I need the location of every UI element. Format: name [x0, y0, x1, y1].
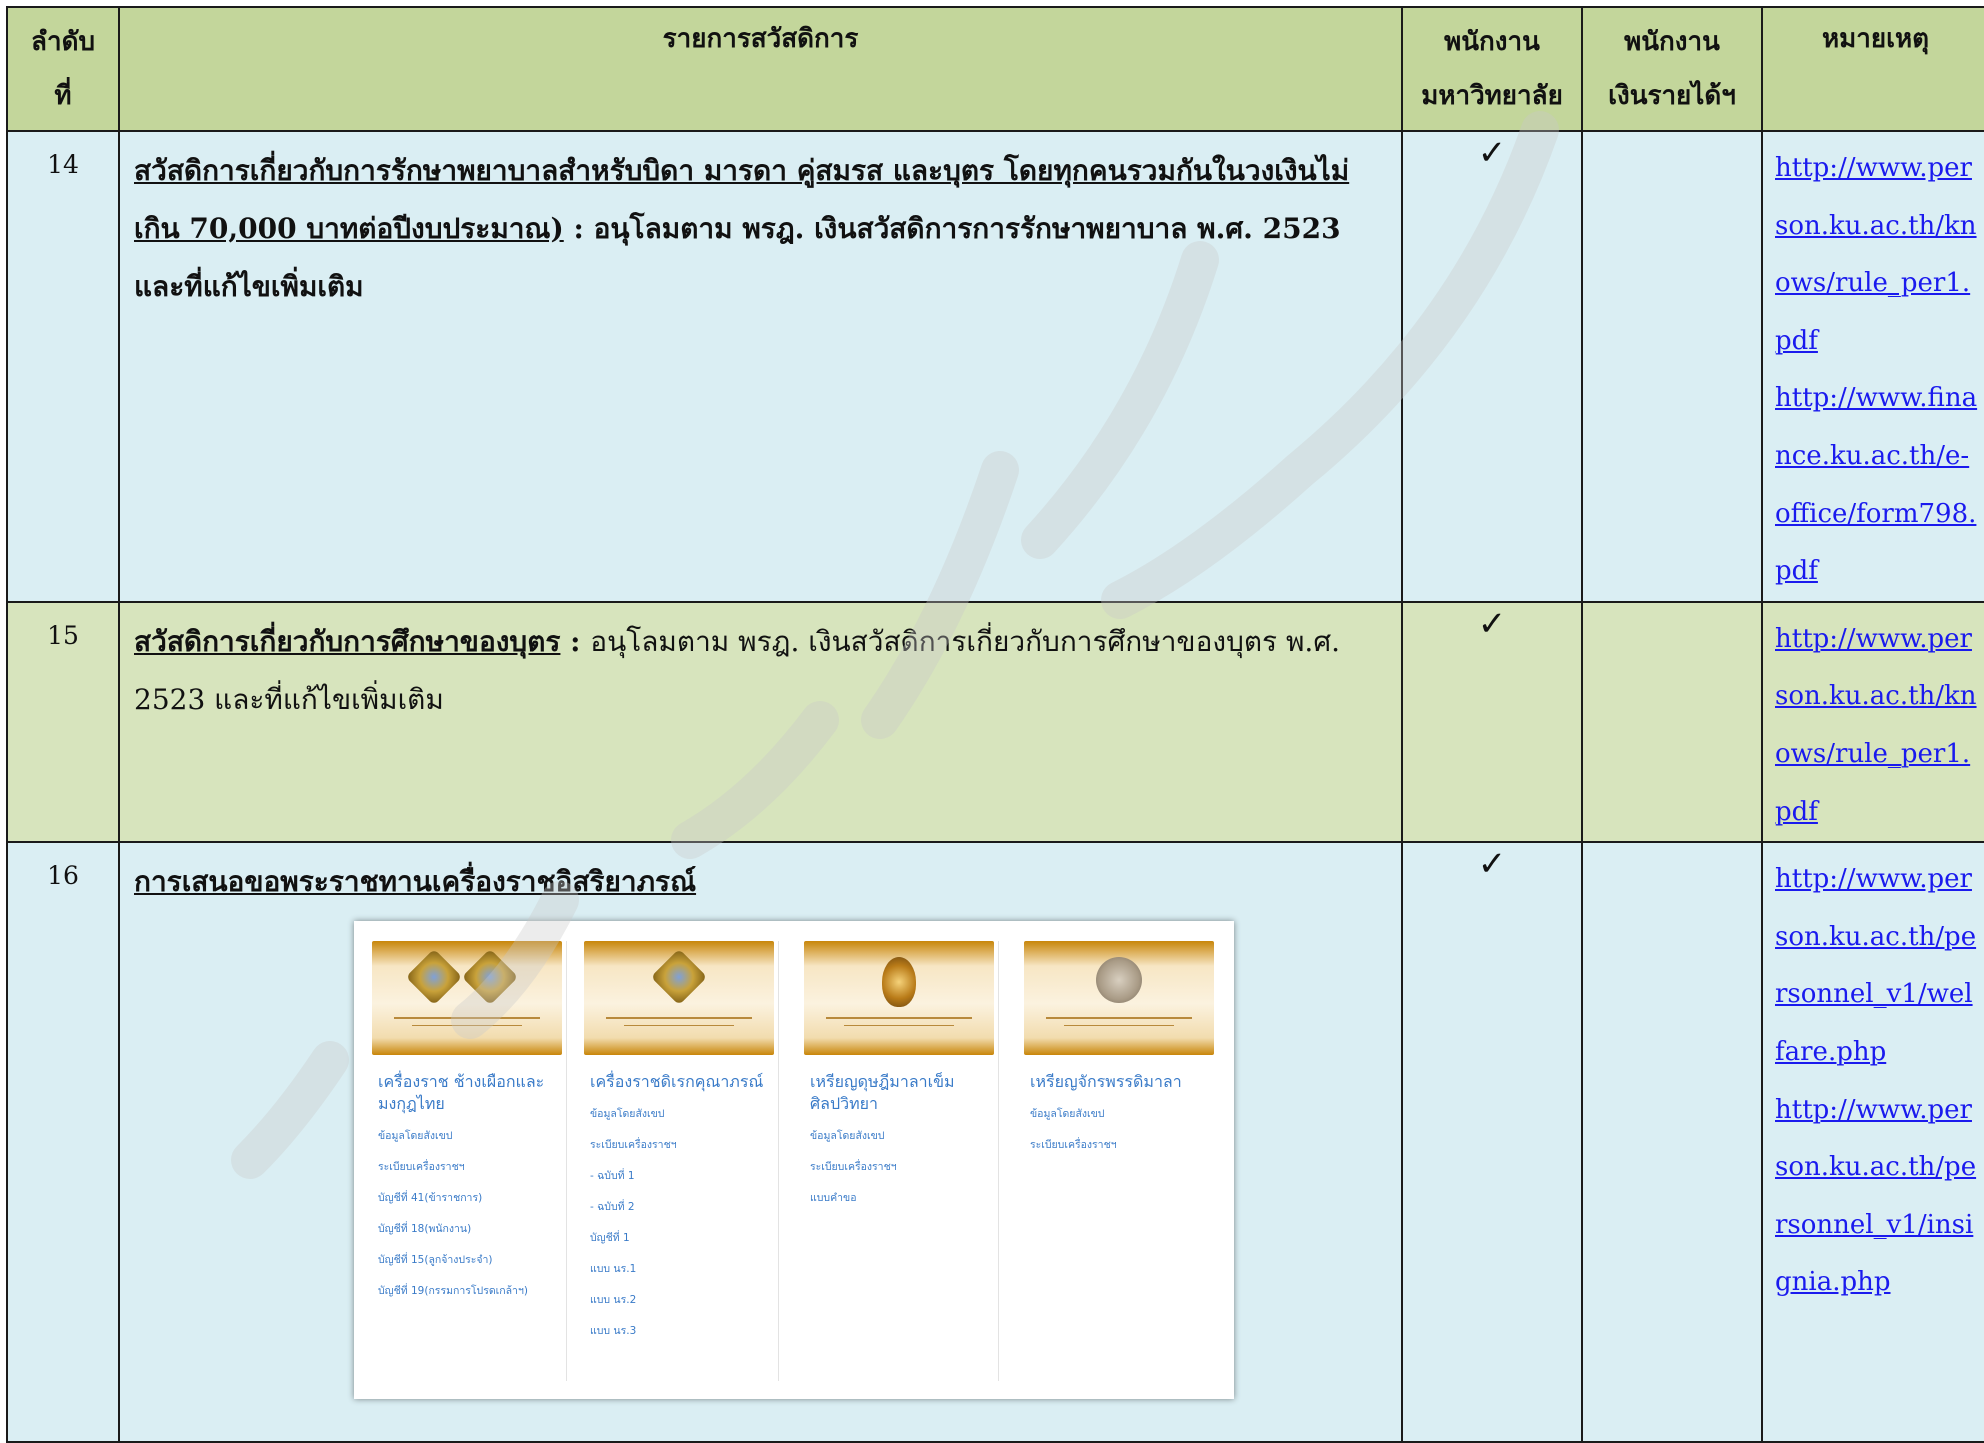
medal-card-link[interactable]: ข้อมูลโดยสังเขป [378, 1130, 453, 1143]
medal-card-title[interactable]: เหรียญจักรพรรดิมาลา [1030, 1072, 1182, 1092]
row-description [119, 131, 1402, 602]
medal-banner [372, 941, 562, 1055]
income-staff-check [1582, 842, 1762, 1442]
medal-card-link[interactable]: ระเบียบเครื่องราชฯ [378, 1161, 465, 1174]
row-heading: สวัสดิการเกี่ยวกับการศึกษาของบุตร [134, 624, 561, 658]
medal-card-link[interactable]: แบบคำขอ [810, 1192, 857, 1205]
row-body: อนุโลมตาม พรฎ. เงินสวัสดิการการรักษาพยาบาล พ.ศ. 2523 และที่แก้ไขเพิ่มเติม [134, 212, 1341, 303]
medal-icon [882, 957, 916, 1007]
medal-card [582, 941, 779, 1381]
medal-icon [462, 949, 519, 1006]
row-number: 14 [7, 131, 119, 602]
header-no: ลำดับ ที่ [7, 7, 119, 131]
row-note [1762, 842, 1984, 1442]
medal-card-link[interactable]: แบบ นร.1 [590, 1263, 637, 1276]
medal-card-link[interactable]: บัญชีที่ 41(ข้าราชการ) [378, 1192, 483, 1205]
row-note [1762, 602, 1984, 842]
univ-staff-check: ✓ [1402, 131, 1582, 602]
medal-card-link[interactable]: ข้อมูลโดยสังเขป [1030, 1108, 1105, 1121]
row-separator: : [560, 624, 591, 658]
medal-icon [1096, 957, 1142, 1003]
medal-card-link[interactable]: บัญชีที่ 19(กรรมการโปรดเกล้าฯ) [378, 1285, 528, 1298]
univ-staff-check: ✓ [1402, 602, 1582, 842]
univ-staff-check: ✓ [1402, 842, 1582, 1442]
row-description [119, 602, 1402, 842]
medal-card-link[interactable]: - ฉบับที่ 2 [590, 1201, 635, 1214]
medal-card-link[interactable]: ระเบียบเครื่องราชฯ [590, 1139, 677, 1152]
medal-banner [1024, 941, 1214, 1055]
medal-icon [651, 949, 708, 1006]
medal-card-title[interactable]: เหรียญดุษฎีมาลาเข็มศิลปวิทยา [810, 1072, 955, 1114]
row-body: อนุโลมตาม พรฎ. เงินสวัสดิการเกี่ยวกับการศึกษาของบุตร พ.ศ. 2523 และที่แก้ไขเพิ่มเติม [134, 624, 1340, 716]
income-staff-check [1582, 131, 1762, 602]
header-row [7, 7, 1984, 131]
medal-card-title[interactable]: เครื่องราช ช้างเผือกและมงกุฎไทย [378, 1072, 545, 1114]
note-link[interactable]: http://www.person.ku.ac.th/personnel_v1/insignia.php [1775, 1094, 1977, 1298]
row-number: 15 [7, 602, 119, 842]
note-link[interactable]: http://www.person.ku.ac.th/personnel_v1/welfare.php [1775, 864, 1977, 1067]
medal-card-link[interactable]: บัญชีที่ 1 [590, 1232, 630, 1245]
medal-card-link[interactable]: - ฉบับที่ 1 [590, 1170, 635, 1183]
header-note: หมายเหตุ [1762, 7, 1984, 131]
note-link[interactable]: http://www.person.ku.ac.th/knows/rule_per1.pdf [1775, 153, 1977, 356]
row-description [119, 842, 1402, 1442]
medal-card-title[interactable]: เครื่องราชดิเรกคุณาภรณ์ [590, 1072, 764, 1092]
table-row [7, 842, 1984, 1442]
note-link[interactable]: http://www.person.ku.ac.th/knows/rule_per1.pdf [1775, 623, 1977, 827]
note-link[interactable]: http://www.finance.ku.ac.th/e-office/form798.pdf [1775, 383, 1978, 587]
medal-card [802, 941, 999, 1381]
row-separator: : [563, 212, 594, 245]
welfare-table [6, 6, 1984, 1443]
table-row [7, 602, 1984, 842]
medal-card-link[interactable]: ข้อมูลโดยสังเขป [590, 1108, 665, 1121]
row-heading: สวัสดิการเกี่ยวกับการรักษาพยาบาลสำหรับบิดา มารดา คู่สมรส และบุตร โดยทุกคนรวมกันในวงเงินไม่เกิน 70,000 บาทต่อปีงบประมาณ) [134, 154, 1350, 245]
medal-card-link[interactable]: ระเบียบเครื่องราชฯ [1030, 1139, 1117, 1152]
medal-card-link[interactable]: แบบ นร.2 [590, 1294, 637, 1307]
medal-card-link[interactable]: แบบ นร.3 [590, 1325, 637, 1338]
medal-card-link[interactable]: บัญชีที่ 18(พนักงาน) [378, 1223, 472, 1236]
row-number: 16 [7, 842, 119, 1442]
header-item: รายการสวัสดิการ [119, 7, 1402, 131]
medal-card-link[interactable]: บัญชีที่ 15(ลูกจ้างประจำ) [378, 1254, 493, 1267]
income-staff-check [1582, 602, 1762, 842]
medal-card-link[interactable]: ระเบียบเครื่องราชฯ [810, 1161, 897, 1174]
insignia-screenshot-panel [354, 921, 1234, 1399]
medal-card [1022, 941, 1218, 1381]
medal-icon [406, 949, 463, 1006]
row-note [1762, 131, 1984, 602]
table-row [7, 131, 1984, 602]
header-univ-staff: พนักงาน มหาวิทยาลัย [1402, 7, 1582, 131]
medal-card-link[interactable]: ข้อมูลโดยสังเขป [810, 1130, 885, 1143]
row-heading: การเสนอขอพระราชทานเครื่องราชอิสริยาภรณ์ [134, 865, 697, 899]
medal-banner [804, 941, 994, 1055]
medal-card [370, 941, 567, 1381]
medal-banner [584, 941, 774, 1055]
header-income-staff: พนักงาน เงินรายได้ฯ [1582, 7, 1762, 131]
